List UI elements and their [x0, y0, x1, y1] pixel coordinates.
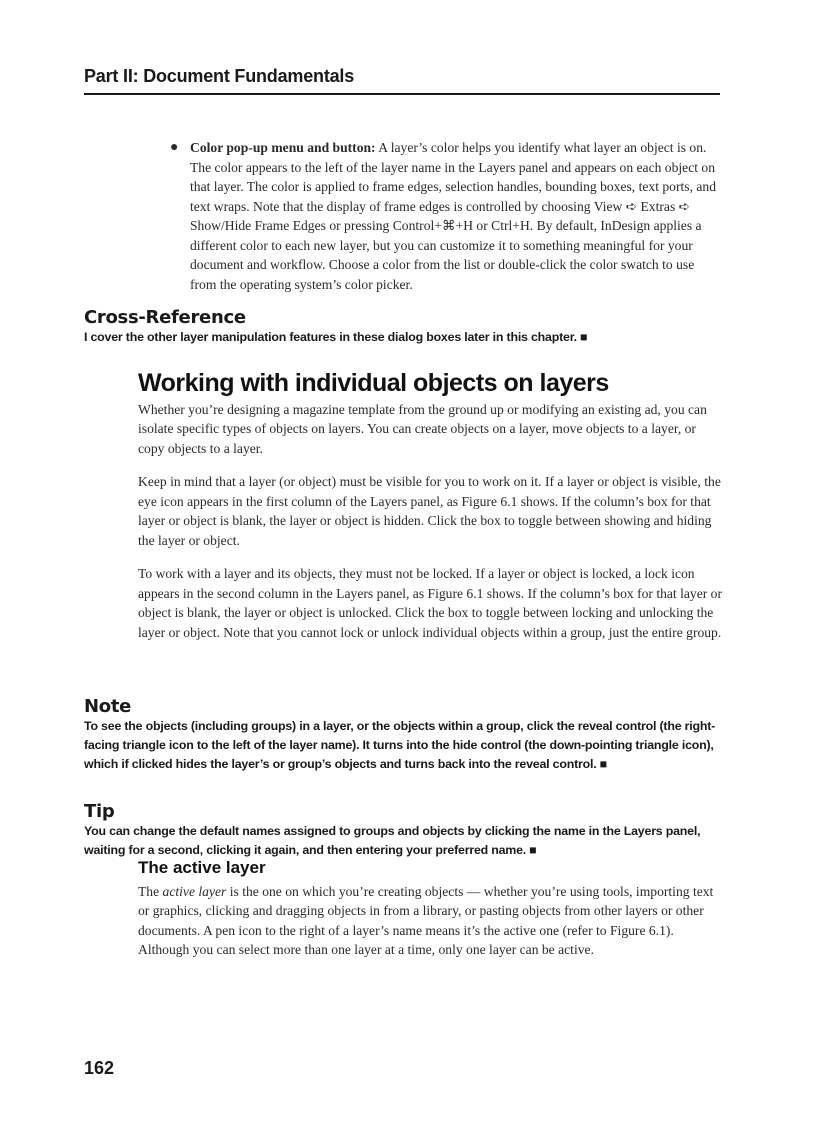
subsection-active-layer: [138, 858, 722, 960]
cross-reference-text: I cover the other layer manipulation features in these dialog boxes later in this chapter. ■: [84, 330, 588, 344]
bullet-dot-icon: ●: [170, 140, 179, 155]
page-number: 162: [84, 1058, 115, 1078]
paragraph: To work with a layer and its objects, they must not be locked. If a layer or object is locked, a lock icon appears in the second column in the Layers panel, as Figure 6.1 shows. If the column’s box for that layer or object is blank, the layer or object is unlocked. Click the box to toggle between locking and unlocking the layer or object. Note that you cannot lock or unlock individual objects within a group, just the entire group.: [138, 566, 722, 640]
cross-reference-box: [84, 307, 724, 347]
paragraph-rest: is the one on which you’re creating objects — whether you’re using tools, importing text or graphics, clicking and dragging objects in from a library, or pasting objects from other layers or other documents. A pen icon to the right of a layer’s name means it’s the active one (refer to Figure 6.1). Although you can select more than one layer at a time, only one layer can be active.: [138, 883, 714, 957]
paragraph-lead: The: [138, 883, 163, 899]
subsection-heading: The active layer: [138, 858, 266, 877]
section-working-with-objects: [138, 369, 722, 656]
note-heading: Note: [84, 696, 132, 717]
tip-text: You can change the default names assigned to groups and objects by clicking the name in the Layers panel, waiting for a second, clicking it again, and then entering your preferred name. ■: [84, 824, 701, 857]
tip-box: [84, 801, 724, 860]
paragraph: Whether you’re designing a magazine template from the ground up or modifying an existing ad, you can isolate specific types of objects on layers. You can create objects on a layer, move objects to a layer, or copy objects to a layer.: [138, 401, 707, 456]
bullet-description: A layer’s color helps you identify what layer an object is on. The color appears to the left of the layer name in the Layers panel and appears on each object on that layer. The color is applied to frame edges, selection handles, bounding boxes, text ports, and text wraps. Note that the display of frame edges is controlled by choosing View ➪ Extras ➪ Show/Hide Frame Edges or pressing Control+⌘+H or Ctrl+H. By default, InDesign applies a different color to each new layer, but you can customize it to something meaningful for your document and workflow. Choose a color from the list or double-click the color swatch to use from the operating system’s color picker.: [190, 140, 716, 292]
note-text: To see the objects (including groups) in a layer, or the objects within a group, click the reveal control (the right-facing triangle icon to the left of the layer name). It turns into the hide control (the down-pointing triangle icon), which if clicked hides the layer’s or group’s objects and turns back into the reveal control. ■: [84, 719, 716, 771]
tip-heading: Tip: [84, 801, 115, 822]
bullet-text: [190, 138, 722, 294]
section-heading: Working with individual objects on layers: [138, 369, 609, 397]
running-header: [84, 66, 720, 95]
bullet-term: Color pop-up menu and button:: [190, 140, 376, 155]
cross-reference-heading: Cross-Reference: [84, 307, 246, 328]
bullet-item: [170, 138, 722, 294]
paragraph: [138, 882, 722, 960]
note-box: [84, 696, 724, 774]
part-title: Part II: Document Fundamentals: [84, 66, 355, 86]
italic-term: active layer: [162, 883, 227, 899]
paragraph: Keep in mind that a layer (or object) must be visible for you to work on it. If a layer or object is visible, the eye icon appears in the first column of the Layers panel, as Figure 6.1 shows. If the column’s box for that layer or object is blank, the layer or object is hidden. Click the box to toggle between showing and hiding the layer or object.: [138, 474, 721, 548]
